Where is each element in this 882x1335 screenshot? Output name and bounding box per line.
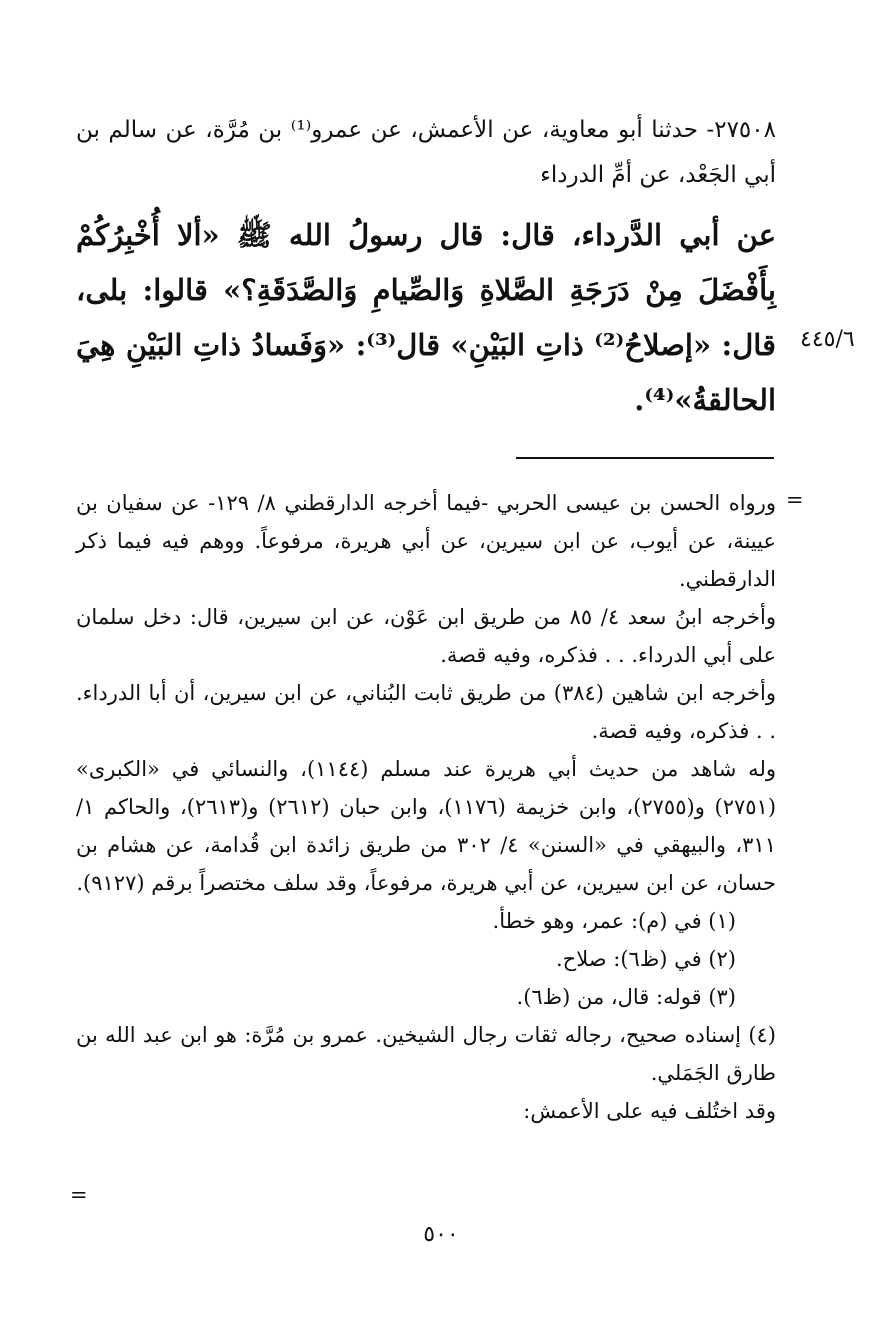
continuation-mark-bottom: = <box>70 1183 88 1207</box>
note-paragraph: ورواه الحسن بن عيسى الحربي -فيما أخرجه الدارقطني ٨/ ١٢٩- عن سفيان بن عيينة، عن أيوب، عن ابن سيرين، عن أبي هريرة، مرفوعاً. ووهم فيه فيما ذكر الدارقطني. <box>76 491 776 591</box>
hadith-matn-part-1: عن أبي الدَّرداء، قال: قال رسولُ الله ﷺ «ألا أُخْبِرُكُمْ بِأَفْضَلَ مِنْ دَرَجَةِ الصَّلاةِ وَالصِّيامِ وَالصَّدَقَةِ؟» قالوا: بلى، <box>76 218 776 307</box>
hadith-matn <box>76 208 776 428</box>
footnote-3: (٣) قوله: قال، من (ظ٦). <box>516 985 736 1009</box>
continuation-mark-top: = <box>786 488 804 512</box>
note-paragraph: وأخرجه ابنُ سعد ٤/ ٨٥ من طريق ابن عَوْن، عن ابن سيرين، قال: دخل سلمان على أبي الدرداء. . . فذكره، وفيه قصة. <box>76 605 776 667</box>
note-paragraph: وله شاهد من حديث أبي هريرة عند مسلم (١١٤٤)، والنسائي في «الكبرى» (٢٧٥١) و(٢٧٥٥)، وابن خزيمة (١١٧٦)، وابن حبان (٢٦١٢) و(٢٦١٣)، والحاكم ١/ ٣١١، والبيهقي في «السنن» ٤/ ٣٠٢ من طريق زائدة ابن قُدامة، عن هشام بن حسان، عن ابن سيرين، عن أبي هريرة، مرفوعاً، وقد سلف مختصراً برقم (٩١٢٧). <box>76 757 777 895</box>
footnotes <box>76 484 776 1130</box>
page-number: ٥٠٠ <box>423 1222 459 1247</box>
marginal-reference: ٤٤٥/٦ <box>800 327 855 352</box>
note-paragraph: وأخرجه ابن شاهين (٣٨٤) من طريق ثابت البُناني، عن ابن سيرين، أن أبا الدرداء. . . فذكره، وفيه قصة. <box>76 681 776 743</box>
hadith-matn-part-2: قال: «إصلاحُ⁽²⁾ ذاتِ البَيْنِ» قال⁽³⁾: «وَفَسادُ ذاتِ البَيْنِ هِيَ الحالقةُ»⁽⁴⁾. <box>76 328 776 417</box>
footnote-2: (٢) في (ظ٦): صلاح. <box>555 947 736 971</box>
footnote-1: (١) في (م): عمر، وهو خطأ. <box>492 909 736 933</box>
footnote-4: (٤) إسناده صحيح، رجاله ثقات رجال الشيخين. عمرو بن مُرَّة: هو ابن عبد الله بن طارق الجَمَلي. <box>76 1023 776 1085</box>
hadith-isnad: ٢٧٥٠٨- حدثنا أبو معاوية، عن الأعمش، عن عمرو⁽¹⁾ بن مُرَّة، عن سالم بن أبي الجَعْد، عن أمِّ الدرداء <box>76 117 776 188</box>
footnote-separator <box>516 457 774 459</box>
note-paragraph: وقد اختُلف فيه على الأعمش: <box>523 1099 776 1123</box>
